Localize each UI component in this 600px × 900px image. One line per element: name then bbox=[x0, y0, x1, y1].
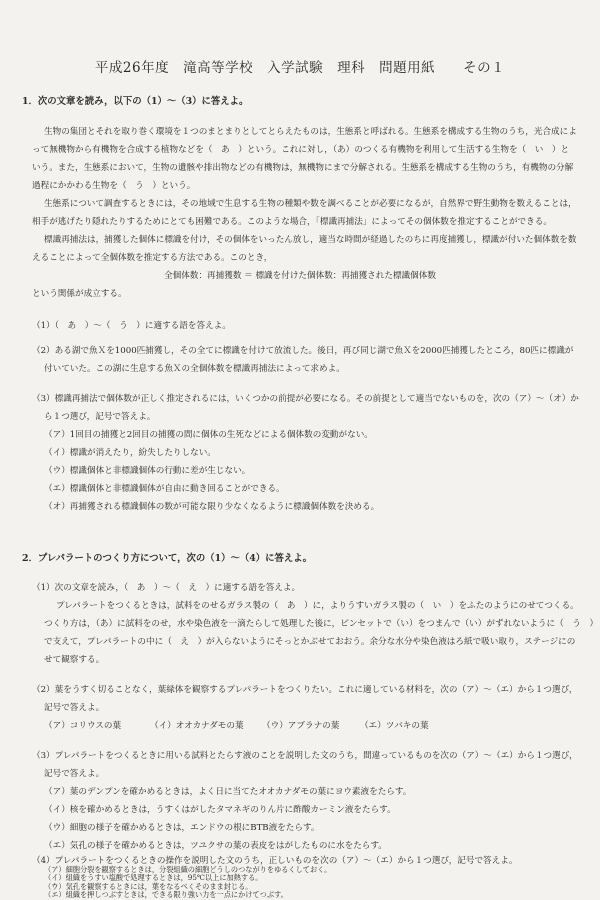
passage-line: 生態系について調査するときには，その地域で生息する生物の種類や数を調べることが必要になるが，自然界で野生動物を数えることは， bbox=[44, 199, 577, 209]
option-item: （エ）気孔の様子を確かめるときは，ツユクサの葉の表皮をはがしたものに水をたらす。 bbox=[44, 841, 387, 851]
passage-line: せて観察する。 bbox=[44, 655, 105, 665]
option-item: （ア）細胞分裂を観察するときは，分裂組織の細胞どうしのつながりをゆるくしておく。 bbox=[44, 865, 332, 874]
passage-line: って無機物から有機物を合成する植物などを（ あ ）という。これに対し，（あ）のつくる有機物を利用して生活する生物を（ い ）と bbox=[32, 145, 570, 155]
passage-line: いう。また，生態系において，生物の遺骸や排出物などの有機物は，無機物にまで分解される。生態系を構成する生物のうち，有機物の分解 bbox=[32, 163, 574, 173]
option-item: （イ）核を確かめるときは，うすくはがしたタマネギのりん片に酢酸カーミン液をたらす。 bbox=[44, 805, 396, 815]
formula: 全個体数：再捕獲数 ＝ 標識を付けた個体数：再捕獲された標識個体数 bbox=[164, 271, 436, 281]
passage-line: で支えて，プレパラートの中に（ え ）が入らないようにそっとかぶせておおう。余分な水分や染色液はろ紙で吸い取り，ステージにの bbox=[44, 637, 576, 647]
passage-line: という関係が成立する。 bbox=[32, 289, 127, 299]
passage-line: えることによって全個体数を推定する方法である。このとき， bbox=[32, 253, 273, 263]
passage-line: 過程にかかわる生物を（ う ）という。 bbox=[32, 181, 196, 191]
option-item: （オ）再捕獲される標識個体の数が可能な限り少なくなるように標識個体数を決める。 bbox=[44, 502, 380, 512]
question-2-2: （2）葉をうすく切ることなく，葉緑体を観察するプレパラートをつくりたい。これに適している材料を，次の（ア）～（エ）から１つ選び， bbox=[32, 685, 578, 695]
question-2-4: （4）プレパラートをつくるときの操作を説明した文のうち，正しいものを次の（ア）～（エ）から１つ選び，記号で答えよ。 bbox=[32, 856, 518, 866]
option-item: （ア）1回目の捕獲と2回目の捕獲の間に個体の生死などによる個体数の変動がない。 bbox=[44, 430, 373, 440]
passage-line: 生物の集団とそれを取り巻く環境を１つのまとまりとしてとらえたものは，生態系と呼ばれる。生態系を構成する生物のうち，光合成によ bbox=[44, 127, 577, 137]
option-item: （ウ）アブラナの葉 bbox=[262, 721, 340, 731]
passage-line: プレパラートをつくるときは，試料をのせるガラス製の（ あ ）に，よりうすいガラス製の（ い ）をふたのようにのせてつくる。 bbox=[56, 601, 579, 611]
option-item: （エ）ツバキの葉 bbox=[360, 721, 429, 731]
question-2-3-cont: 記号で答えよ。 bbox=[44, 769, 105, 779]
section1-heading: 1．次の文章を読み，以下の（1）～（3）に答えよ。 bbox=[22, 96, 249, 107]
option-item: （ア）コリウスの葉 bbox=[44, 721, 122, 731]
option-item: （ウ）気孔を観察するときには，葉をなるべくそのまま封じる。 bbox=[44, 881, 253, 891]
question-2-1: （1）次の文章を読み，（ あ ）～（ え ）に適する語を答えよ。 bbox=[32, 583, 301, 593]
option-item: （ウ）標識個体と非標識個体の行動に差が生じない。 bbox=[44, 466, 251, 476]
question-1-1: （1）（ あ ）～（ う ）に適する語を答えよ。 bbox=[32, 321, 231, 331]
option-item: （エ）組織を押しつぶすときは，できる限り強い力を一点にかけてつぶす。 bbox=[44, 890, 288, 900]
option-item: （ア）葉のデンプンを確かめるときは，よく日に当てたオオカナダモの葉にヨウ素液をたらす。 bbox=[44, 787, 412, 797]
option-item: （エ）標識個体と非標識個体が自由に動き回ることができる。 bbox=[44, 484, 285, 494]
option-item: （イ）オオカナダモの葉 bbox=[150, 721, 244, 731]
option-item: （イ）標識が消えたり，紛失したりしない。 bbox=[44, 448, 216, 458]
page-title: 平成26年度 滝高等学校 入学試験 理科 問題用紙 その１ bbox=[94, 60, 506, 76]
passage-line: 標識再捕法は，捕獲した個体に標識を付け，その個体をいったん放し，適当な時間が経過したのちに再度捕獲し，標識が付いた個体数を数 bbox=[44, 235, 577, 245]
question-1-2: （2）ある湖で魚Ｘを1000匹捕獲し，その全てに標識を付けて放流した。後日，再び同じ湖で魚Ｘを2000匹捕獲したところ，80匹に標識が bbox=[32, 346, 574, 356]
passage-line: つくり方は，（あ）に試料をのせ，水や染色液を一滴たらして処理した後に，ピンセットで（い）をつまんで（い）がずれないように（ う ） bbox=[44, 619, 599, 629]
passage-line: 相手が逃げたり隠れたりするためにとても困難である。このような場合，「標識再捕法」によってその個体数を推定することができる。 bbox=[32, 217, 552, 227]
question-2-2-cont: 記号で答えよ。 bbox=[44, 703, 105, 713]
question-1-3: （3）標識再捕法で個体数が正しく推定されるには，いくつかの前提が必要になる。その前提として適当でないものを，次の（ア）～（オ）か bbox=[32, 394, 579, 404]
option-item: （ウ）細胞の様子を確かめるときは，エンドウの根にBTB液をたらす。 bbox=[44, 823, 320, 833]
section2-heading: 2．プレパラートのつくり方について，次の（1）～（4）に答えよ。 bbox=[22, 553, 313, 564]
question-1-3-cont: ら１つ選び，記号で答えよ。 bbox=[44, 412, 156, 422]
question-1-2-cont: 付いていた。この湖に生息する魚Ｘの全個体数を標識再捕法によって求めよ。 bbox=[44, 364, 345, 374]
option-item: （イ）組織をうすい塩酸で処理するときは，95℃以上に加熱する。 bbox=[44, 873, 263, 883]
question-2-3: （3）プレパラートをつくるときに用いる試料とたらす液のことを説明した文のうち，間違っているものを次の（ア）～（エ）から１つ選び， bbox=[32, 751, 578, 761]
